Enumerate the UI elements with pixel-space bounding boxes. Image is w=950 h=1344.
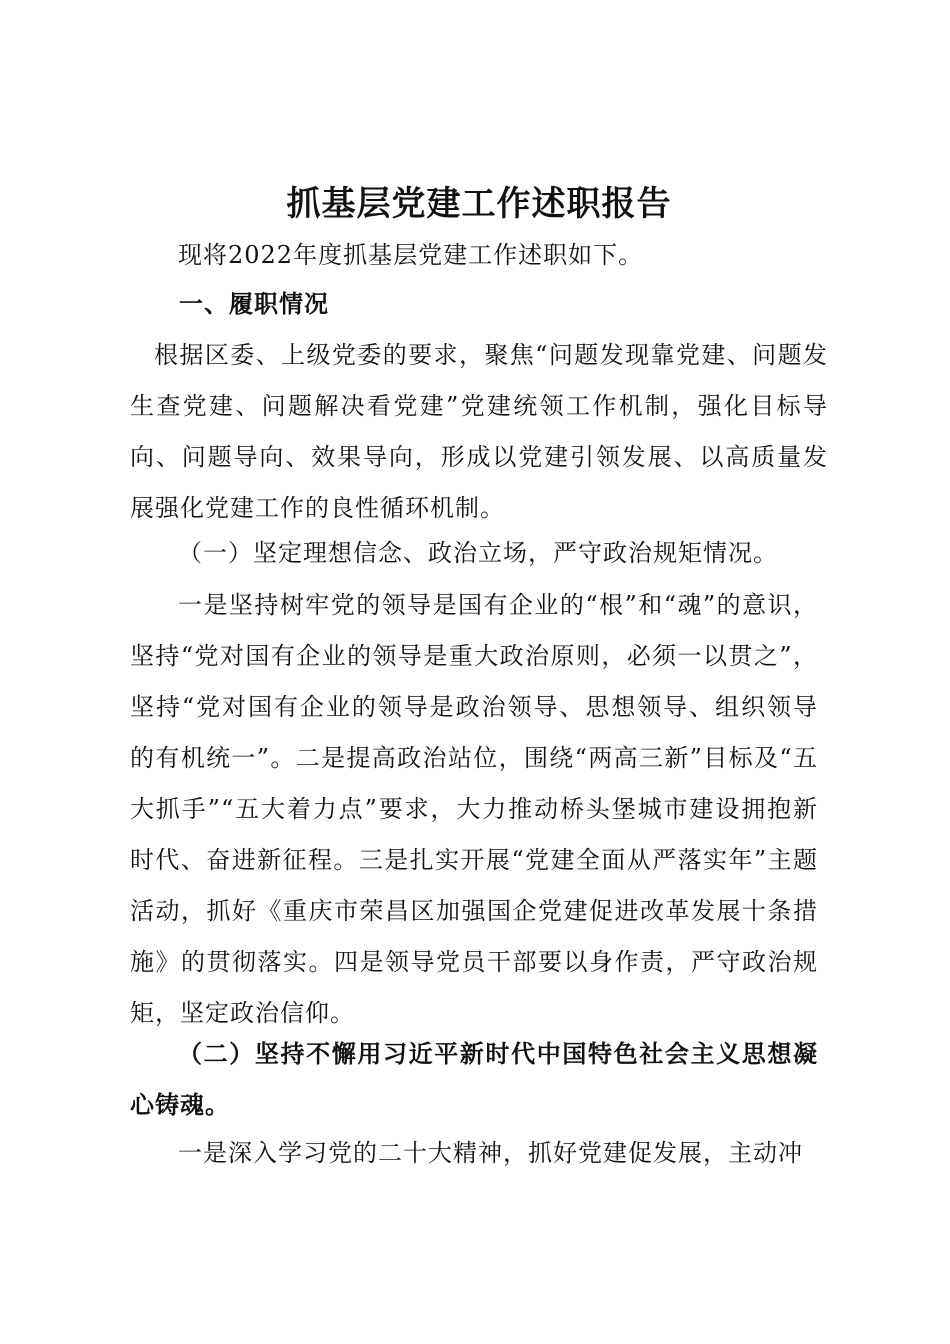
section-paragraph: 根据区委、上级党委的要求，聚焦“问题发现靠党建、问题发生查党建、问题解决看党建”党建统领工作机制，强化目标导向、问题导向、效果导向，形成以党建引领发展、以高质量发展强化党建工作的良性循环机制。: [130, 341, 828, 522]
section-heading: 一、履职情况: [179, 289, 329, 318]
subsection-paragraph: 一是坚持树牢党的领导是国有企业的“根”和“魂”的意识，坚持“党对国有企业的领导是重大政治原则，必须一以贯之”，坚持“党对国有企业的领导是政治领导、思想领导、组织领导的有机统一”。二是提高政治站位，围绕“两高三新”目标及“五大抓手”“五大着力点”要求，大力推动桥头堡城市建设拥抱新时代、奋进新征程。三是扎实开展“党建全面从严落实年”主题活动，抓好《重庆市荣昌区加强国企党建促进改革发展十条措施》的贯彻落实。四是领导党员干部要以身作责，严守政治规矩，坚定政治信仰。: [130, 591, 818, 1027]
subsection-heading: （一）坚定理想信念、政治立场，严守政治规矩情况。: [178, 539, 778, 567]
subsection-heading: （二）坚持不懈用习近平新时代中国特色社会主义思想凝心铸魂。: [130, 1039, 818, 1119]
subsection-paragraph: 一是深入学习党的二十大精神，抓好党建促发展，主动冲: [178, 1139, 803, 1167]
intro-paragraph: 现将2022年度抓基层党建工作述职如下。: [178, 241, 644, 269]
document-title: 抓基层党建工作述职报告: [286, 184, 672, 224]
